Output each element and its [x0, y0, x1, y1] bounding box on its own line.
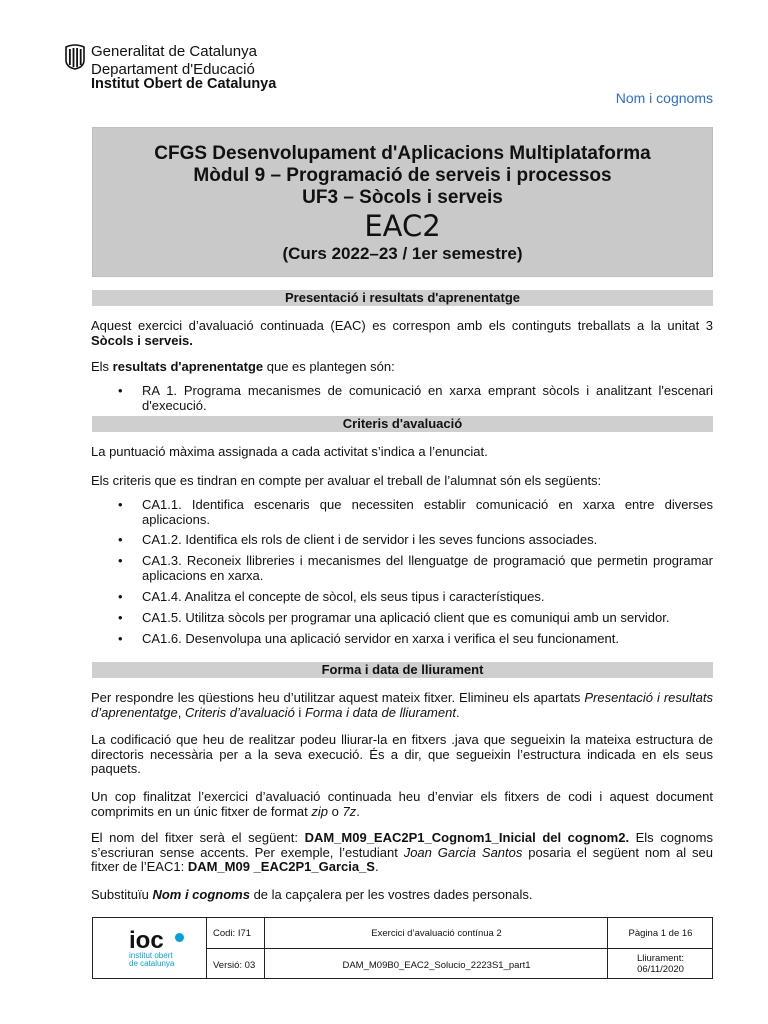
- generalitat-logo: [64, 44, 86, 70]
- name-placeholder[interactable]: Nom i cognoms: [615, 90, 713, 106]
- bullet-icon: •: [118, 497, 123, 512]
- unit-title: UF3 – Sòcols i serveis: [302, 187, 503, 208]
- presentacio-paragraph-1: Aquest exercici d’avaluació continuada (EAC) es correspon amb els continguts treballats a la unitat 3 Sòcols i serveis.: [91, 318, 713, 348]
- module-title: Mòdul 9 – Programació de serveis i processos: [193, 165, 612, 186]
- criteris-paragraph-1: La puntuació màxima assignada a cada activitat s’indica a l’enunciat.: [91, 444, 488, 459]
- header-org-name: Generalitat de Catalunya: [91, 43, 257, 60]
- ioc-logo: ioc institut obert de catalunya: [129, 930, 209, 970]
- footer-versio: Versió: 03: [213, 960, 256, 971]
- criteri-item: CA1.4. Analitza el concepte de sòcol, els seus tipus i característiques.: [142, 589, 545, 604]
- bullet-icon: •: [118, 589, 123, 604]
- header-department: Departament d'Educació: [91, 61, 255, 78]
- section-presentacio-heading: Presentació i resultats d'aprenentatge: [92, 290, 713, 306]
- eac-title: EAC2: [364, 209, 441, 243]
- criteri-item: CA1.6. Desenvolupa una aplicació servidor en xarxa i verifica el seu funcionament.: [142, 631, 619, 646]
- footer-col-codi: [206, 918, 264, 978]
- ra1-item: RA 1. Programa mecanismes de comunicació en xarxa emprant sòcols i analitzant l'escenari d'execució.: [142, 383, 713, 413]
- footer-doc-title: Exercici d’avaluació contínua 2: [371, 928, 502, 939]
- bullet-icon: •: [118, 532, 123, 547]
- footer-lliurament-label: Lliurament:: [637, 953, 684, 964]
- forma-paragraph-5: Substituïu Nom i cognoms de la capçalera per les vostres dades personals.: [91, 887, 533, 902]
- forma-paragraph-4: El nom del fitxer serà el següent: DAM_M09_EAC2P1_Cognom1_Inicial del cognom2. Els cognoms s’escriuran sense accents. Per exemple, l’estudiant Joan Garcia Santos posaria el següent nom al seu fitxer de l’EAC1: DAM_M09 _EAC2P1_Garcia_S.: [91, 830, 713, 874]
- criteri-item: CA1.2. Identifica els rols de client i de servidor i les seves funcions associades.: [142, 532, 598, 547]
- header-institute: Institut Obert de Catalunya: [91, 76, 277, 92]
- footer-table: [92, 917, 713, 979]
- title-box: [92, 127, 713, 277]
- footer-col-doc: [264, 918, 607, 978]
- footer-col-page: [607, 918, 712, 978]
- footer-lliurament-date: 06/11/2020: [637, 964, 684, 975]
- criteri-item: CA1.5. Utilitza sòcols per programar una aplicació client que es comuniqui amb un servidor.: [142, 610, 670, 625]
- bullet-icon: •: [118, 383, 123, 398]
- course-year: (Curs 2022–23 / 1er semestre): [282, 244, 523, 263]
- footer-doc-file: DAM_M09B0_EAC2_Solucio_2223S1_part1: [342, 960, 531, 971]
- forma-paragraph-1: Per respondre les qüestions heu d’utilitzar aquest mateix fitxer. Elimineu els apartats Presentació i resultats d’aprenentatge, Criteris d’avaluació i Forma i data de lliurament.: [91, 690, 713, 720]
- bullet-icon: •: [118, 553, 123, 568]
- bullet-icon: •: [118, 610, 123, 625]
- section-forma-heading: Forma i data de lliurament: [92, 662, 713, 678]
- footer-pagina: Pàgina 1 de 16: [628, 928, 693, 939]
- bullet-icon: •: [118, 631, 123, 646]
- forma-paragraph-3: Un cop finalitzat l’exercici d’avaluació continuada heu d’enviar els fitxers de codi i aquest document comprimits en un únic fitxer de format zip o 7z.: [91, 789, 713, 819]
- criteris-paragraph-2: Els criteris que es tindran en compte per avaluar el treball de l’alumnat són els següents:: [91, 473, 602, 488]
- course-title: CFGS Desenvolupament d'Aplicacions Multiplataforma: [154, 143, 651, 164]
- footer-codi: Codi: I71: [213, 928, 252, 939]
- ioc-dot-icon: [175, 933, 184, 942]
- forma-paragraph-2: La codificació que heu de realitzar podeu lliurar-la en fitxers .java que segueixin la mateixa estructura de directoris necessària per a la seva execució. És a dir, que segueixin l’estructura indicada en els seus paquets.: [91, 732, 713, 776]
- criteri-item: CA1.3. Reconeix llibreries i mecanismes del llenguatge de programació que permetin programar aplicacions en xarxa.: [142, 553, 713, 583]
- criteri-item: CA1.1. Identifica escenaris que necessiten establir comunicació en xarxa entre diverses aplicacions.: [142, 497, 713, 527]
- presentacio-paragraph-2: Els resultats d'aprenentatge que es plantegen són:: [91, 359, 395, 374]
- section-criteris-heading: Criteris d'avaluació: [92, 416, 713, 432]
